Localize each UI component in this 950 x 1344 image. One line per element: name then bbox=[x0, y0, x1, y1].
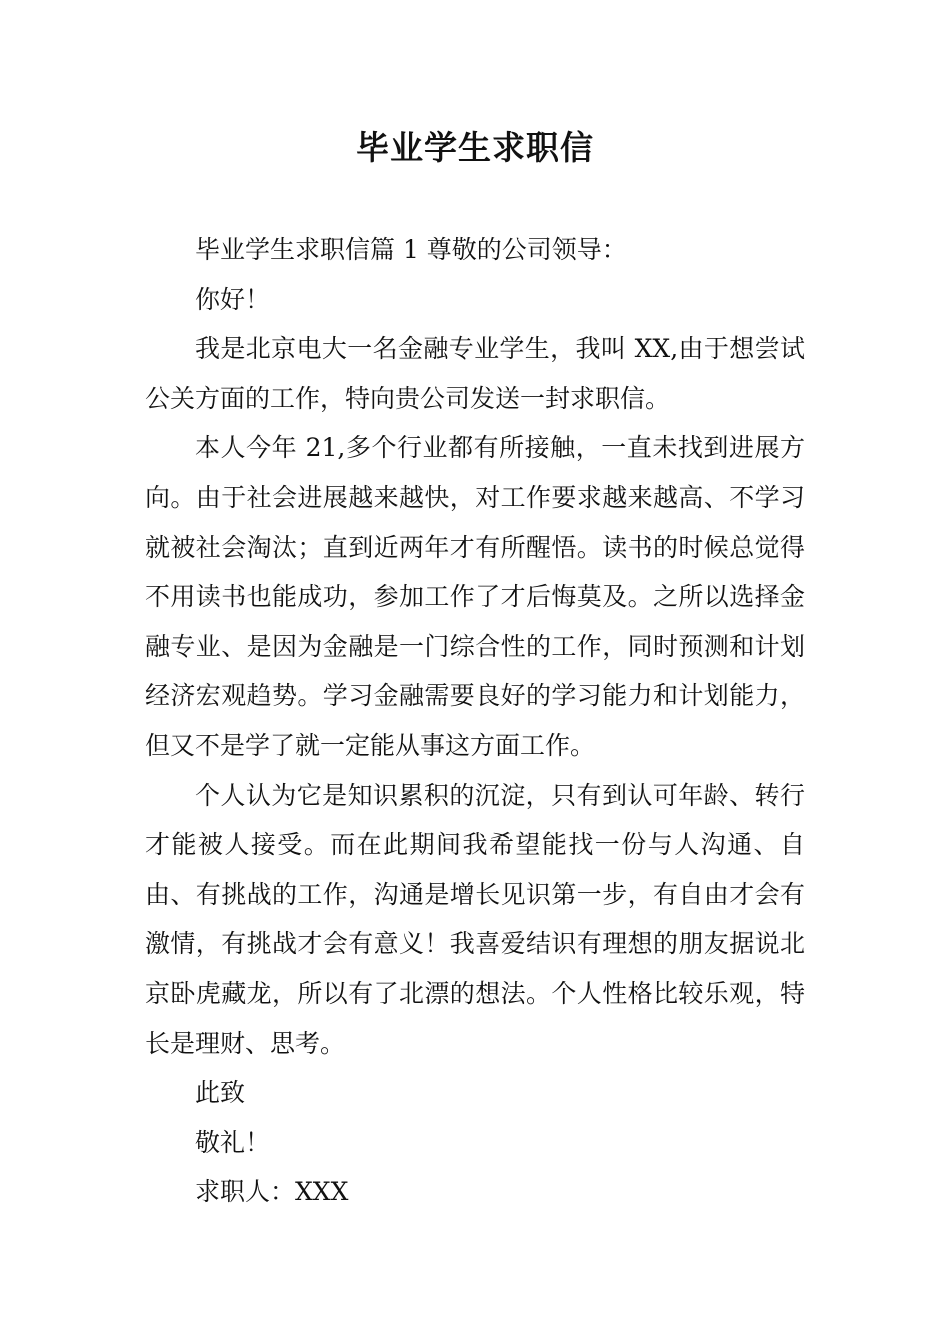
paragraph-personal: 个人认为它是知识累积的沉淀，只有到认可年龄、转行才能被人接受。而在此期间我希望能找一份与人沟通、自由、有挑战的工作，沟通是增长见识第一步，有自由才会有激情，有挑战才会有意义！我喜爱结识有理想的朋友据说北京卧虎藏龙，所以有了北漂的想法。个人性格比较乐观，特长是理财、思考。 bbox=[145, 780, 805, 1058]
salutation: 你好！ bbox=[195, 284, 271, 314]
paragraph-intro: 我是北京电大一名金融专业学生，我叫 XX,由于想尝试公关方面的工作，特向贵公司发送一封求职信。 bbox=[145, 334, 805, 413]
greeting-line: 毕业学生求职信篇 1 尊敬的公司领导： bbox=[195, 235, 627, 264]
paragraph-background: 本人今年 21,多个行业都有所接触，一直未找到进展方向。由于社会进展越来越快，对工作要求越来越高、不学习就被社会淘汰；直到近两年才有所醒悟。读书的时候总觉得不用读书也能成功，参加工作了才后悔莫及。之所以选择金融专业、是因为金融是一门综合性的工作，同时预测和计划经济宏观趋势。学习金融需要良好的学习能力和计划能力，但又不是学了就一定能从事这方面工作。 bbox=[145, 433, 805, 760]
document-title: 毕业学生求职信 bbox=[356, 128, 594, 167]
closing-regards: 敬礼！ bbox=[195, 1127, 271, 1157]
signature-line: 求职人：XXX bbox=[195, 1177, 349, 1207]
closing-line: 此致 bbox=[195, 1078, 246, 1108]
letter-body bbox=[145, 225, 805, 1217]
